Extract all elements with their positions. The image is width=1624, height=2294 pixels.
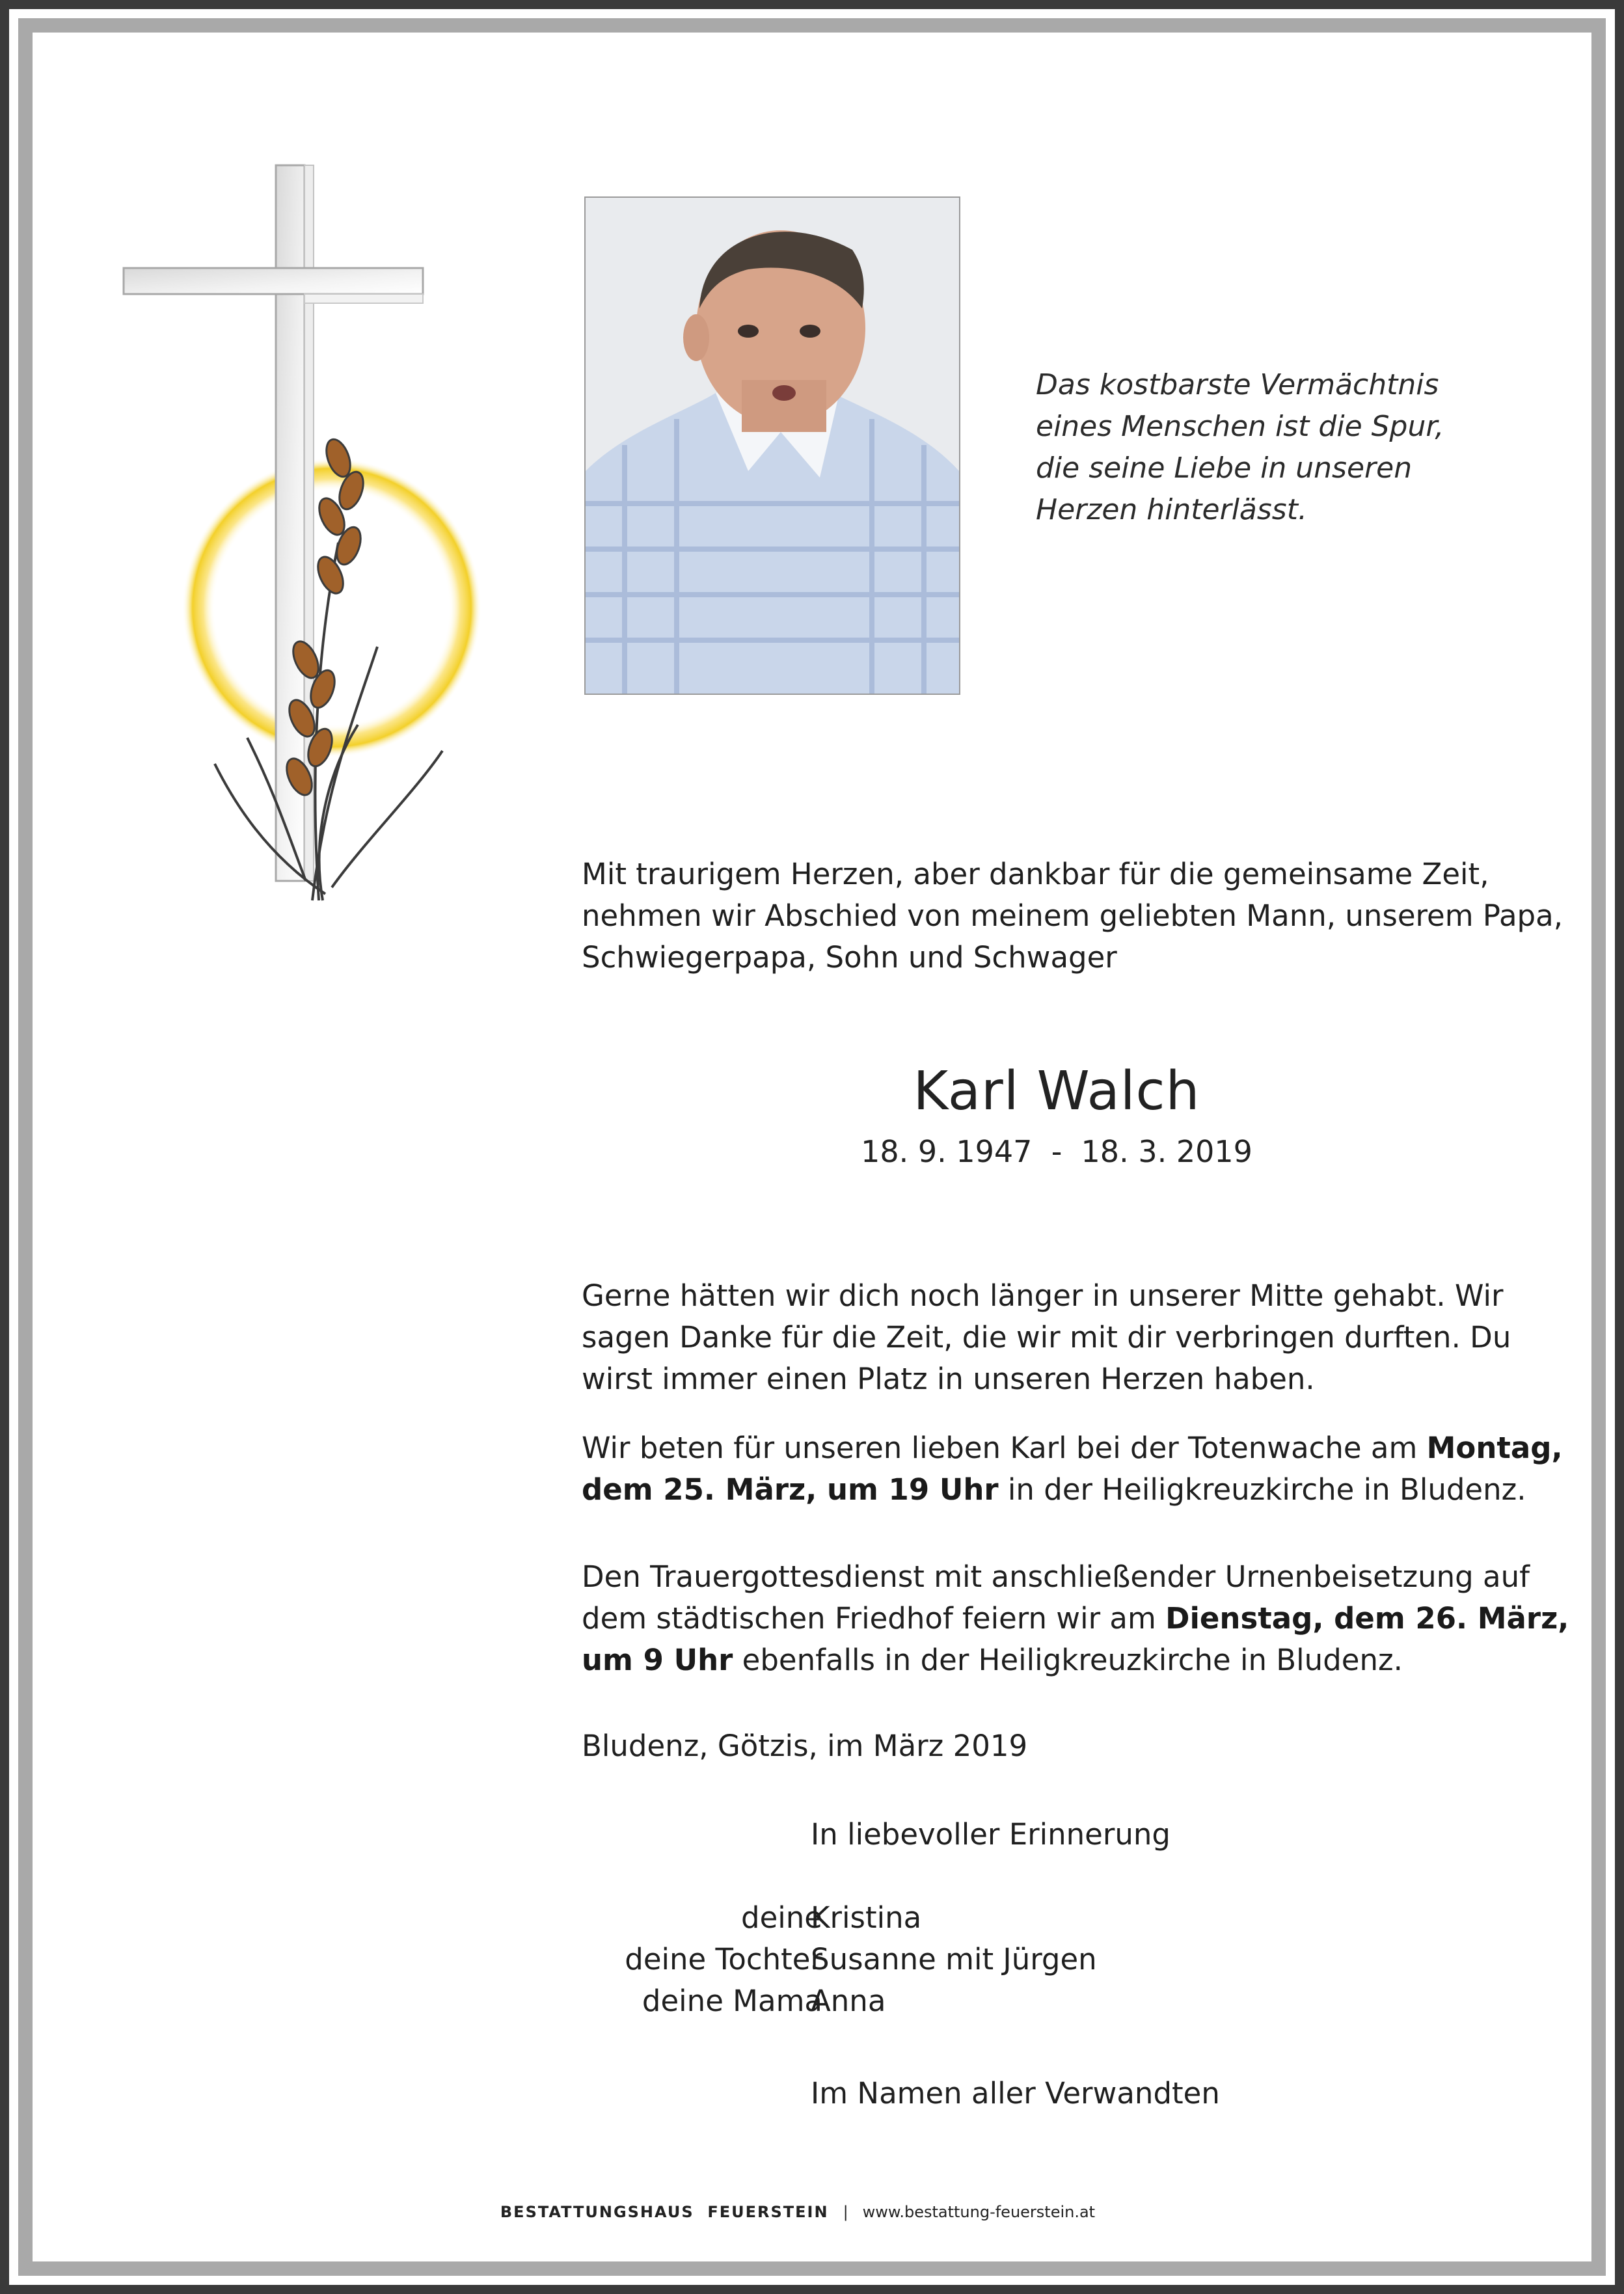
- remembrance-line: Gerne hätten wir dich noch länger in unserer Mitte gehabt. Wir: [582, 1278, 1504, 1313]
- funeral-home-name: BESTATTUNGSHAUS FEUERSTEIN: [500, 2203, 829, 2221]
- wake-line-1: [582, 1427, 1563, 1469]
- remembrance-paragraph: [582, 1275, 1532, 1400]
- remembrance-line: sagen Danke für die Zeit, die wir mit dir verbringen durften. Du: [582, 1320, 1511, 1355]
- intro-line: Mit traurigem Herzen, aber dankbar für die gemeinsame Zeit,: [582, 857, 1489, 891]
- wake-day: Montag,: [1426, 1431, 1563, 1465]
- footer: [42, 2203, 1554, 2221]
- funeral-location: ebenfalls in der Heiligkreuzkirche in Bludenz.: [733, 1643, 1403, 1677]
- funeral-line-2: [582, 1598, 1569, 1640]
- wake-text: Wir beten für unseren lieben Karl bei der Totenwache am: [582, 1431, 1427, 1465]
- mourners-list: [42, 1897, 1601, 2040]
- funeral-home-website-link[interactable]: www.bestattung-feuerstein.at: [862, 2203, 1096, 2221]
- funeral-text: dem städtischen Friedhof feiern wir am: [582, 1601, 1166, 1636]
- closing-text: In liebevoller Erinnerung: [811, 1817, 1171, 1852]
- quote-line: die seine Liebe in unseren: [1036, 452, 1413, 485]
- mourner-relation: deine Tochter: [625, 1942, 822, 1977]
- place-date: [582, 1725, 1532, 1767]
- obituary-page: [42, 42, 1582, 2252]
- funeral-paragraph: [582, 1556, 1569, 1681]
- life-dates: 18. 9. 1947 - 18. 3. 2019: [861, 1134, 1252, 1169]
- quote-line: Herzen hinterlässt.: [1036, 493, 1307, 526]
- place-date-text: Bludenz, Götzis, im März 2019: [582, 1729, 1028, 1763]
- signoff: [811, 2073, 1396, 2114]
- mourner-name: Kristina: [811, 1900, 922, 1935]
- memorial-quote: [1036, 364, 1504, 531]
- mourner-name: Anna: [811, 1984, 886, 2018]
- intro-line: nehmen wir Abschied von meinem geliebten Mann, unserem Papa,: [582, 898, 1563, 933]
- funeral-time: um 9 Uhr: [582, 1643, 733, 1677]
- mourner-name: Susanne mit Jürgen: [811, 1942, 1097, 1977]
- remembrance-line: wirst immer einen Platz in unseren Herzen haben.: [582, 1362, 1315, 1396]
- wake-paragraph: [582, 1427, 1563, 1511]
- intro-paragraph: [582, 854, 1563, 978]
- signoff-text: Im Namen aller Verwandten: [811, 2076, 1220, 2111]
- funeral-line-1: Den Trauergottesdienst mit anschließender Urnenbeisetzung auf: [582, 1559, 1530, 1594]
- funeral-line-3: [582, 1640, 1532, 1681]
- quote-line: Das kostbarste Vermächtnis: [1036, 368, 1439, 401]
- footer-separator: |: [843, 2203, 848, 2221]
- portrait-photo: [584, 196, 960, 695]
- mourner-relation: deine: [741, 1900, 822, 1935]
- mourner-relation: deine Mama: [642, 1984, 822, 2018]
- wake-location: in der Heiligkreuzkirche in Bludenz.: [998, 1472, 1526, 1507]
- cross-icon: [117, 152, 534, 933]
- deceased-name: Karl Walch: [913, 1060, 1200, 1122]
- funeral-day: Dienstag, dem 26. März,: [1165, 1601, 1569, 1636]
- quote-line: eines Menschen ist die Spur,: [1036, 410, 1444, 443]
- inner-frame: [18, 18, 1606, 2276]
- closing: [811, 1814, 1331, 1855]
- wake-time: dem 25. März, um 19 Uhr: [582, 1472, 999, 1507]
- intro-line: Schwiegerpapa, Sohn und Schwager: [582, 940, 1117, 975]
- wake-line-2: [582, 1469, 1532, 1511]
